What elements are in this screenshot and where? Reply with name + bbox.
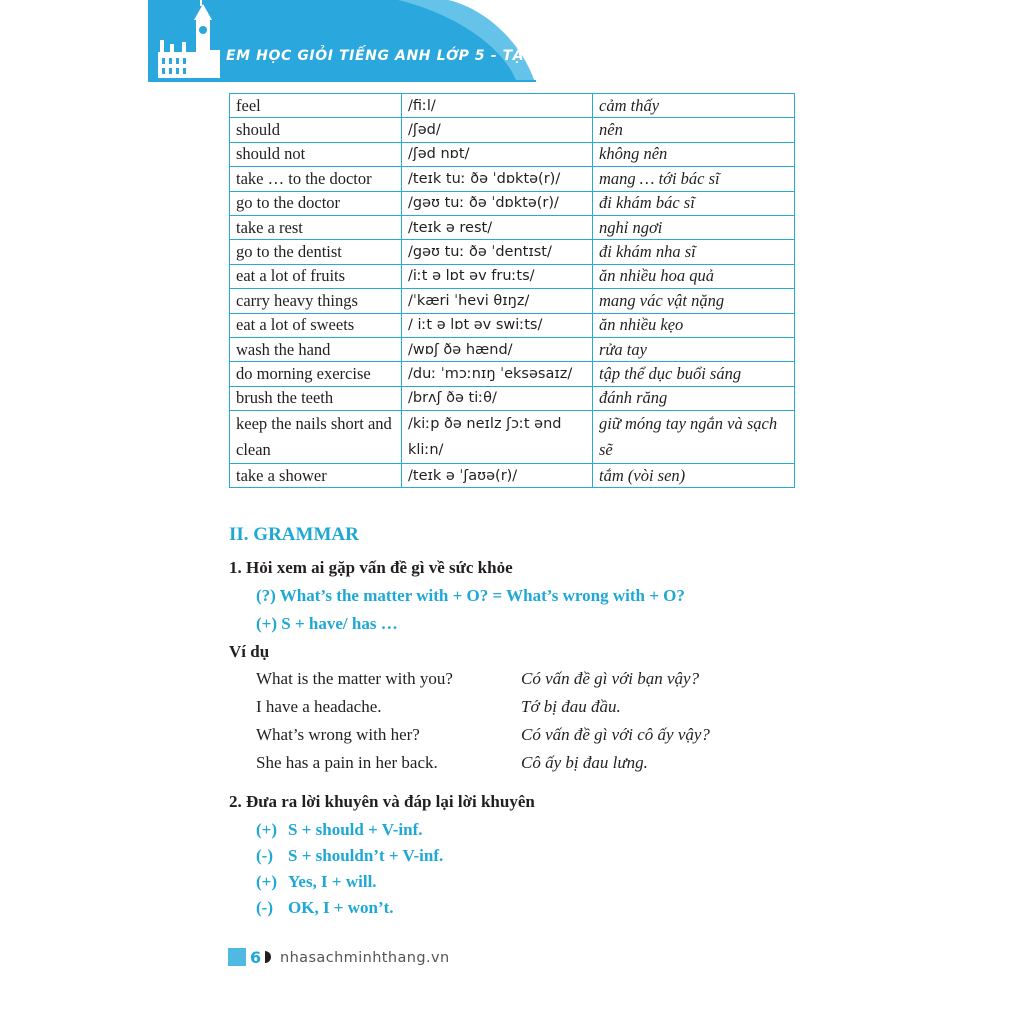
vocab-word: feel bbox=[230, 94, 402, 118]
vocab-meaning: đánh răng bbox=[593, 386, 795, 410]
page-marker-icon bbox=[228, 948, 246, 966]
vocab-ipa: /iːt ə lɒt əv fruːts/ bbox=[402, 264, 593, 288]
example-vi: Có vấn đề gì với cô ấy vậy? bbox=[521, 725, 710, 744]
vocab-word: carry heavy things bbox=[230, 289, 402, 313]
vocab-meaning: giữ móng tay ngắn và sạch sẽ bbox=[593, 411, 795, 464]
vocab-row bbox=[230, 240, 795, 264]
advice-formula: OK, I + won’t. bbox=[288, 898, 394, 917]
section-2-heading: 2. Đưa ra lời khuyên và đáp lại lời khuyên bbox=[229, 792, 535, 811]
vocab-meaning: tắm (vòi sen) bbox=[593, 464, 795, 488]
vocab-ipa: /brʌʃ ðə tiːθ/ bbox=[402, 386, 593, 410]
vocab-row bbox=[230, 464, 795, 488]
section-1-heading: 1. Hỏi xem ai gặp vấn đề gì về sức khỏe bbox=[229, 558, 513, 577]
vocab-row bbox=[230, 386, 795, 410]
vocab-ipa: /ʃəd nɒt/ bbox=[402, 142, 593, 166]
advice-mark: (+) bbox=[256, 820, 278, 839]
header-background bbox=[148, 0, 538, 82]
vocab-meaning: tập thể dục buổi sáng bbox=[593, 362, 795, 386]
vocab-word: do morning exercise bbox=[230, 362, 402, 386]
vocab-meaning: cảm thấy bbox=[593, 94, 795, 118]
vocab-ipa: / iːt ə lɒt əv swiːts/ bbox=[402, 313, 593, 337]
vocab-row bbox=[230, 167, 795, 191]
vocab-meaning: rửa tay bbox=[593, 337, 795, 361]
vocab-row bbox=[230, 264, 795, 288]
vocab-ipa: /teɪk ə ˈʃaʊə(r)/ bbox=[402, 464, 593, 488]
example-en: What’s wrong with her? bbox=[256, 725, 420, 744]
vocab-word: keep the nails short and clean bbox=[230, 411, 402, 464]
vocab-word: take a rest bbox=[230, 215, 402, 239]
vocab-ipa: /teɪk tuː ðə ˈdɒktə(r)/ bbox=[402, 167, 593, 191]
vocab-meaning: ăn nhiều kẹo bbox=[593, 313, 795, 337]
example-en: She has a pain in her back. bbox=[256, 753, 438, 772]
example-vi: Có vấn đề gì với bạn vậy? bbox=[521, 669, 700, 688]
vocab-word: take a shower bbox=[230, 464, 402, 488]
vocab-ipa: /duː ˈmɔːnɪŋ ˈeksəsaɪz/ bbox=[402, 362, 593, 386]
vocab-ipa: /kiːp ðə neɪlz ʃɔːt ənd kliːn/ bbox=[402, 411, 593, 464]
book-title: EM HỌC GIỎI TIẾNG ANH LỚP 5 - TẬP 2 bbox=[226, 48, 551, 64]
vocab-ipa: /fiːl/ bbox=[402, 94, 593, 118]
advice-formula: Yes, I + will. bbox=[288, 872, 377, 891]
vocab-row bbox=[230, 337, 795, 361]
vocab-ipa: /gəʊ tuː ðə ˈdɒktə(r)/ bbox=[402, 191, 593, 215]
vocab-row bbox=[230, 94, 795, 118]
example-label: Ví dụ bbox=[229, 642, 270, 661]
vocab-ipa: /wɒʃ ðə hænd/ bbox=[402, 337, 593, 361]
vocabulary-table bbox=[229, 93, 795, 488]
vocab-meaning: mang vác vật nặng bbox=[593, 289, 795, 313]
vocab-row bbox=[230, 289, 795, 313]
advice-formula: S + should + V-inf. bbox=[288, 820, 423, 839]
half-circle-icon bbox=[264, 949, 272, 965]
vocab-word: brush the teeth bbox=[230, 386, 402, 410]
vocab-meaning: không nên bbox=[593, 142, 795, 166]
question-formula: (?) What’s the matter with + O? = What’s wrong with + O? bbox=[256, 586, 685, 605]
vocab-row bbox=[230, 191, 795, 215]
vocab-word: eat a lot of fruits bbox=[230, 264, 402, 288]
advice-formula: S + shouldn’t + V-inf. bbox=[288, 846, 444, 865]
vocab-word: eat a lot of sweets bbox=[230, 313, 402, 337]
vocab-word: should bbox=[230, 118, 402, 142]
vocab-ipa: /ˈkæri ˈhevi θɪŋz/ bbox=[402, 289, 593, 313]
page-number: 6 bbox=[250, 948, 262, 967]
vocab-meaning: nghỉ ngơi bbox=[593, 215, 795, 239]
grammar-title: II. GRAMMAR bbox=[229, 524, 359, 545]
vocab-row bbox=[230, 411, 795, 464]
vocab-meaning: ăn nhiều hoa quả bbox=[593, 264, 795, 288]
vocab-ipa: /ʃəd/ bbox=[402, 118, 593, 142]
example-en: I have a headache. bbox=[256, 697, 382, 716]
header-banner bbox=[148, 0, 551, 82]
vocab-ipa: /gəʊ tuː ðə ˈdentɪst/ bbox=[402, 240, 593, 264]
advice-mark: (-) bbox=[256, 898, 273, 917]
publisher-website: nhasachminhthang.vn bbox=[280, 950, 450, 966]
advice-mark: (+) bbox=[256, 872, 278, 891]
vocab-ipa: /teɪk ə rest/ bbox=[402, 215, 593, 239]
vocab-row bbox=[230, 313, 795, 337]
example-vi: Cô ấy bị đau lưng. bbox=[521, 753, 648, 772]
vocab-word: should not bbox=[230, 142, 402, 166]
vocab-meaning: đi khám nha sĩ bbox=[593, 240, 795, 264]
vocab-word: take … to the doctor bbox=[230, 167, 402, 191]
vocab-row bbox=[230, 215, 795, 239]
vocab-meaning: đi khám bác sĩ bbox=[593, 191, 795, 215]
advice-mark: (-) bbox=[256, 846, 273, 865]
vocab-meaning: nên bbox=[593, 118, 795, 142]
vocab-word: wash the hand bbox=[230, 337, 402, 361]
vocab-row bbox=[230, 142, 795, 166]
answer-formula: (+) S + have/ has … bbox=[256, 614, 398, 633]
example-en: What is the matter with you? bbox=[256, 669, 453, 688]
vocab-row bbox=[230, 362, 795, 386]
vocab-word: go to the dentist bbox=[230, 240, 402, 264]
vocab-meaning: mang … tới bác sĩ bbox=[593, 167, 795, 191]
vocab-word: go to the doctor bbox=[230, 191, 402, 215]
example-vi: Tớ bị đau đầu. bbox=[521, 697, 621, 716]
vocab-row bbox=[230, 118, 795, 142]
